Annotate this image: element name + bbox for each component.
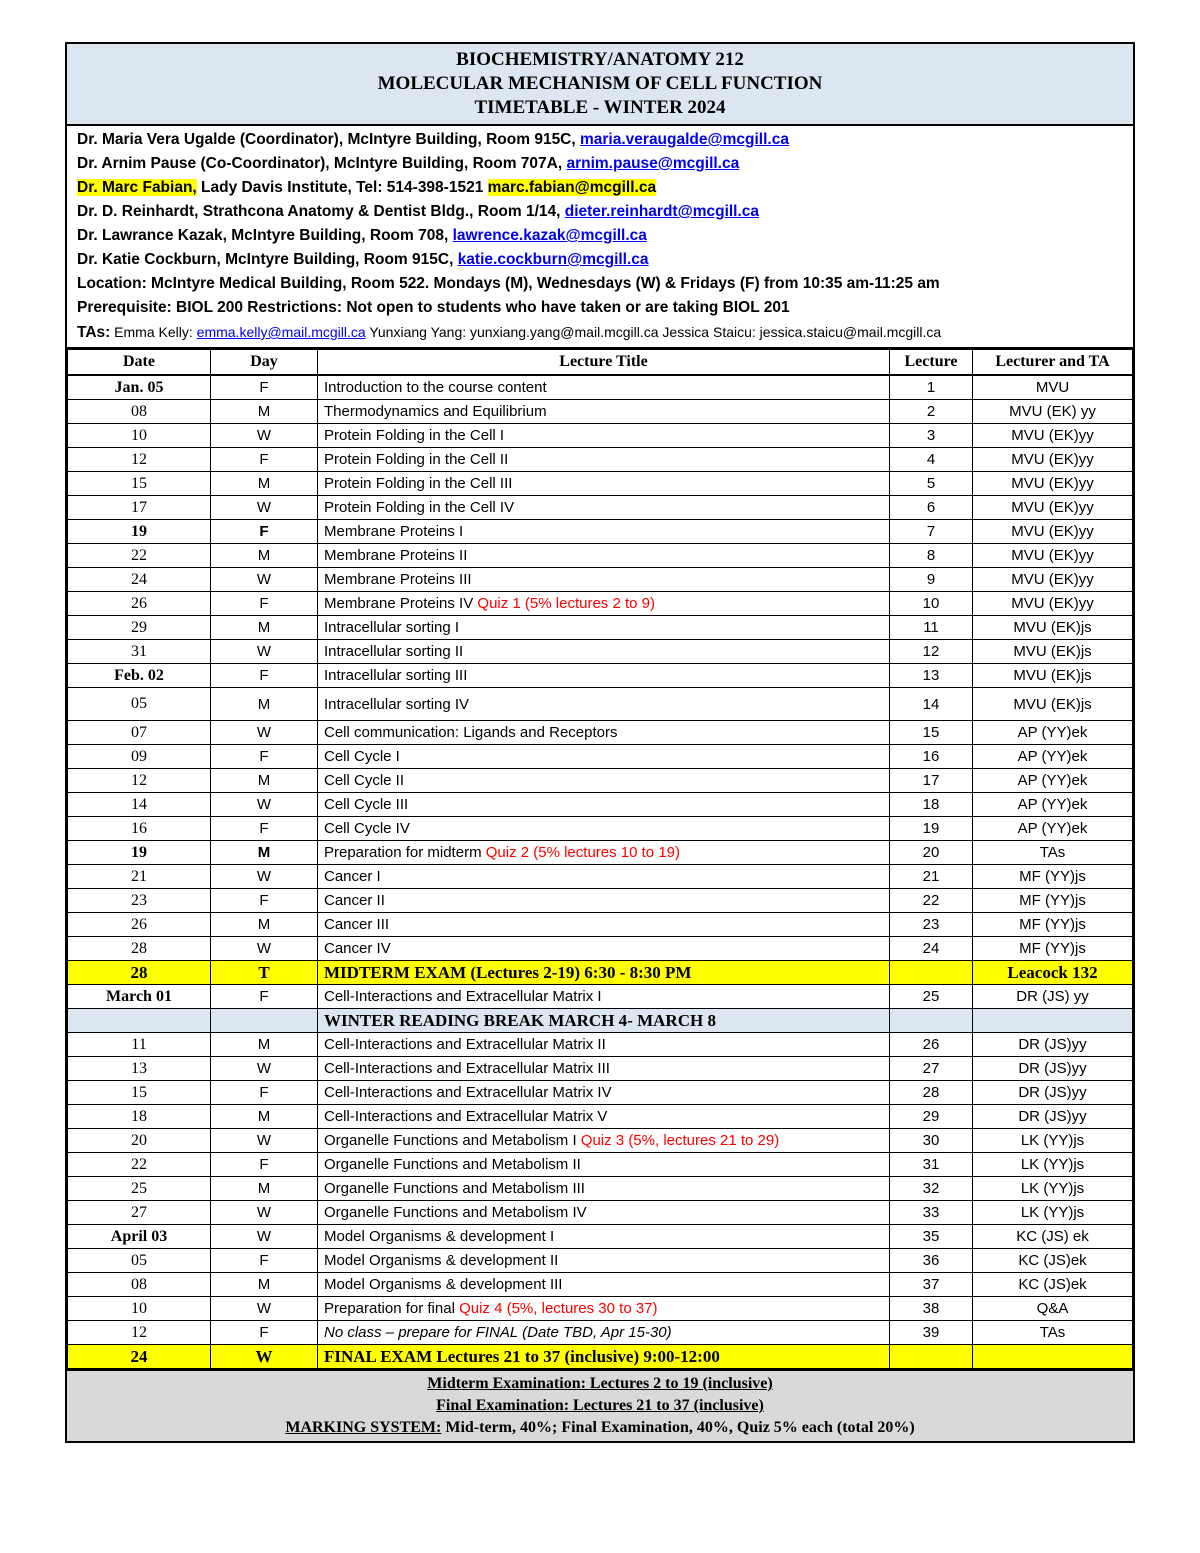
lecture-cell: 23 [890,913,973,937]
lecture-cell: 37 [890,1273,973,1297]
lecture-cell: 12 [890,640,973,664]
lecture-cell: 22 [890,889,973,913]
table-row [68,721,1133,745]
day-cell: W [211,424,318,448]
title-cell: Cancer I [318,865,890,889]
lecturer-cell: KC (JS)ek [973,1273,1133,1297]
title-cell: Protein Folding in the Cell IV [318,496,890,520]
quiz-note: Quiz 1 (5% lectures 2 to 9) [477,595,655,612]
column-header-lecture: Lecture [890,350,973,376]
title-cell: Preparation for final Quiz 4 (5%, lectures 30 to 37) [318,1297,890,1321]
date-cell: 24 [68,568,211,592]
table-row [68,400,1133,424]
date-cell: 05 [68,688,211,721]
staff-line: Dr. Arnim Pause (Co-Coordinator), McIntyre Building, Room 707A, arnim.pause@mcgill.ca [77,155,740,172]
column-header-date: Date [68,350,211,376]
date-cell: March 01 [68,985,211,1009]
date-cell: 22 [68,544,211,568]
table-row [68,1081,1133,1105]
title-cell: Cell Cycle I [318,745,890,769]
day-cell: W [211,793,318,817]
title-cell: Cell-Interactions and Extracellular Matrix II [318,1033,890,1057]
date-cell: 14 [68,793,211,817]
lecturer-cell [973,1345,1133,1369]
date-cell: 12 [68,1321,211,1345]
day-cell: F [211,1321,318,1345]
prerequisite-line: Prerequisite: BIOL 200 Restrictions: Not open to students who have taken or are taking BIOL 201 [77,299,790,316]
day-cell: F [211,448,318,472]
email-link[interactable]: katie.cockburn@mcgill.ca [457,251,649,268]
lecture-cell: 7 [890,520,973,544]
final-summary: Final Examination: Lectures 21 to 37 (inclusive) [436,1397,764,1414]
date-cell: 24 [68,1345,211,1369]
lecture-cell: 1 [890,375,973,400]
lecture-cell: 25 [890,985,973,1009]
lecturer-cell: Q&A [973,1297,1133,1321]
email-link[interactable]: maria.veraugalde@mcgill.ca [580,131,789,148]
lecturer-cell: DR (JS)yy [973,1033,1133,1057]
title-cell: Intracellular sorting II [318,640,890,664]
day-cell: M [211,1033,318,1057]
title-cell: Membrane Proteins III [318,568,890,592]
table-header-row [68,350,1133,376]
email-link[interactable]: emma.kelly@mail.mcgill.ca [196,324,366,340]
title-cell: Cell-Interactions and Extracellular Matrix III [318,1057,890,1081]
date-cell: 18 [68,1105,211,1129]
title-cell: FINAL EXAM Lectures 21 to 37 (inclusive) 9:00-12:00 [318,1345,890,1369]
quiz-note: Quiz 4 (5%, lectures 30 to 37) [459,1300,658,1317]
lecturer-cell: MVU [973,375,1133,400]
lecturer-cell: AP (YY)ek [973,793,1133,817]
title-cell: Cell-Interactions and Extracellular Matrix IV [318,1081,890,1105]
table-row [68,1105,1133,1129]
table-row [68,520,1133,544]
exam-summary [67,1369,1133,1441]
timetable-title: TIMETABLE - WINTER 2024 [474,97,726,118]
title-cell: Organelle Functions and Metabolism I Quiz 3 (5%, lectures 21 to 29) [318,1129,890,1153]
day-cell: M [211,769,318,793]
day-cell: M [211,616,318,640]
email-text: marc.fabian@mcgill.ca [487,179,657,196]
title-cell: Model Organisms & development III [318,1273,890,1297]
special-rows [68,961,1133,1033]
lecture-cell: 21 [890,865,973,889]
lecture-cell: 36 [890,1249,973,1273]
lecture-cell: 6 [890,496,973,520]
reading-break-row [68,1009,1133,1033]
lecturer-cell: TAs [973,1321,1133,1345]
lecture-cell: 39 [890,1321,973,1345]
lecturer-cell: MVU (EK)yy [973,472,1133,496]
reading-break-label: WINTER READING BREAK MARCH 4- MARCH 8 [318,1009,890,1033]
table-row [68,985,1133,1009]
lecture-cell: 15 [890,721,973,745]
title-cell: Cell communication: Ligands and Receptors [318,721,890,745]
table-row [68,1249,1133,1273]
table-row [68,1177,1133,1201]
date-cell: 28 [68,961,211,985]
lecture-cell: 3 [890,424,973,448]
midterm-summary: Midterm Examination: Lectures 2 to 19 (inclusive) [427,1375,773,1392]
course-code: BIOCHEMISTRY/ANATOMY 212 [456,49,744,70]
title-cell: Cell-Interactions and Extracellular Matrix I [318,985,890,1009]
date-cell: 12 [68,769,211,793]
title-cell: Cell Cycle III [318,793,890,817]
day-cell: W [211,937,318,961]
date-cell: 17 [68,496,211,520]
lecture-cell: 16 [890,745,973,769]
day-cell: W [211,1345,318,1369]
date-cell: 05 [68,1249,211,1273]
day-cell: M [211,841,318,865]
location-line: Location: McIntyre Medical Building, Room 522. Mondays (M), Wednesdays (W) & Fridays (F) from 10:35 am-11:25 am [77,275,940,292]
staff-line: Dr. Marc Fabian, Lady Davis Institute, Tel: 514-398-1521 marc.fabian@mcgill.ca [77,179,657,196]
day-cell: W [211,1225,318,1249]
lecturer-cell: AP (YY)ek [973,769,1133,793]
lecturer-cell: MVU (EK)yy [973,448,1133,472]
day-cell: M [211,472,318,496]
lecturer-cell: KC (JS)ek [973,1249,1133,1273]
course-name: MOLECULAR MECHANISM OF CELL FUNCTION [377,73,823,94]
lecture-cell: 10 [890,592,973,616]
lecturer-cell: MVU (EK)yy [973,568,1133,592]
lecturer-cell: MVU (EK)yy [973,544,1133,568]
date-cell: 21 [68,865,211,889]
lecture-cell [890,1345,973,1369]
lecturer-cell: MVU (EK)yy [973,520,1133,544]
lecture-cell: 38 [890,1297,973,1321]
date-cell: 28 [68,937,211,961]
final-rows [68,1345,1133,1369]
lecturer-cell: KC (JS) ek [973,1225,1133,1249]
date-cell: 10 [68,1297,211,1321]
table-row [68,496,1133,520]
table-row [68,1297,1133,1321]
lecturer-cell: DR (JS)yy [973,1057,1133,1081]
lecture-cell: 24 [890,937,973,961]
lecture-cell: 18 [890,793,973,817]
title-cell: Cell Cycle IV [318,817,890,841]
lecture-cell: 19 [890,817,973,841]
lecturer-cell: MF (YY)js [973,913,1133,937]
date-cell: 22 [68,1153,211,1177]
staff-line: Dr. Lawrance Kazak, McIntyre Building, Room 708, lawrence.kazak@mcgill.ca [77,227,647,244]
lecturer-cell: LK (YY)js [973,1201,1133,1225]
title-cell: Organelle Functions and Metabolism IV [318,1201,890,1225]
lecture-cell: 20 [890,841,973,865]
tas-line: TAs: Emma Kelly: emma.kelly@mail.mcgill.ca Yunxiang Yang: yunxiang.yang@mail.mcgill.ca Jessica Staicu: jessica.staicu@mail.mcgill.ca [77,324,942,341]
day-cell: W [211,1129,318,1153]
title-cell: Cancer IV [318,937,890,961]
date-cell: 13 [68,1057,211,1081]
date-cell: Feb. 02 [68,664,211,688]
table-row [68,544,1133,568]
table-row [68,745,1133,769]
column-header-title: Lecture Title [318,350,890,376]
lecture-cell: 33 [890,1201,973,1225]
date-cell: 15 [68,1081,211,1105]
date-cell: 20 [68,1129,211,1153]
lecturer-cell: DR (JS) yy [973,985,1133,1009]
table-row [68,448,1133,472]
title-cell: No class – prepare for FINAL (Date TBD, Apr 15-30) [318,1321,890,1345]
table-row [68,375,1133,400]
title-cell: Intracellular sorting IV [318,688,890,721]
lecture-cell: 5 [890,472,973,496]
title-cell: Intracellular sorting I [318,616,890,640]
table-row [68,616,1133,640]
date-cell: Jan. 05 [68,375,211,400]
table-row [68,1033,1133,1057]
day-cell: T [211,961,318,985]
date-cell: 26 [68,592,211,616]
title-cell: Membrane Proteins IV Quiz 1 (5% lectures 2 to 9) [318,592,890,616]
table-row [68,793,1133,817]
lecture-cell: 31 [890,1153,973,1177]
lecturer-cell: LK (YY)js [973,1153,1133,1177]
lecturer-cell: MVU (EK)yy [973,424,1133,448]
lecture-cell: 11 [890,616,973,640]
table-row [68,889,1133,913]
table-row [68,568,1133,592]
day-cell: W [211,1297,318,1321]
title-cell: Protein Folding in the Cell II [318,448,890,472]
day-cell: W [211,1201,318,1225]
email-link[interactable]: arnim.pause@mcgill.ca [566,155,740,172]
email-link[interactable]: lawrence.kazak@mcgill.ca [452,227,647,244]
title-cell: Cancer II [318,889,890,913]
lecturer-cell: MVU (EK)js [973,688,1133,721]
table-row [68,817,1133,841]
date-cell: 10 [68,424,211,448]
day-cell: W [211,1057,318,1081]
day-cell: F [211,375,318,400]
lecture-cell [890,961,973,985]
table-row [68,472,1133,496]
lecturer-cell: DR (JS)yy [973,1081,1133,1105]
lecture-cell: 35 [890,1225,973,1249]
timetable-sheet [65,42,1135,1443]
lecture-cell: 2 [890,400,973,424]
day-cell: F [211,1081,318,1105]
schedule-body-2 [68,1033,1133,1345]
title-cell: Cell-Interactions and Extracellular Matrix V [318,1105,890,1129]
title-cell: Organelle Functions and Metabolism III [318,1177,890,1201]
date-cell: 08 [68,400,211,424]
lecturer-cell: TAs [973,841,1133,865]
date-cell: 15 [68,472,211,496]
lecture-cell: 13 [890,664,973,688]
day-cell: M [211,913,318,937]
day-cell: F [211,889,318,913]
date-cell: 19 [68,841,211,865]
lecturer-cell: AP (YY)ek [973,745,1133,769]
title-cell: Intracellular sorting III [318,664,890,688]
column-header-day: Day [211,350,318,376]
title-cell: Organelle Functions and Metabolism II [318,1153,890,1177]
lecturer-cell: MVU (EK)yy [973,592,1133,616]
lecture-cell: 28 [890,1081,973,1105]
day-cell: W [211,865,318,889]
title-cell: Model Organisms & development I [318,1225,890,1249]
column-header-lecturer: Lecturer and TA [973,350,1133,376]
course-header [67,44,1133,126]
lecture-cell: 8 [890,544,973,568]
day-cell: M [211,400,318,424]
table-row [68,769,1133,793]
day-cell: W [211,721,318,745]
table-row [68,1129,1133,1153]
lecturer-cell: MF (YY)js [973,937,1133,961]
quiz-note: Quiz 2 (5% lectures 10 to 19) [485,844,680,861]
date-cell: 16 [68,817,211,841]
lecturer-cell: DR (JS)yy [973,1105,1133,1129]
lecturer-cell: MVU (EK)js [973,616,1133,640]
day-cell: F [211,1249,318,1273]
table-row [68,424,1133,448]
date-cell: 11 [68,1033,211,1057]
date-cell: 12 [68,448,211,472]
day-cell: W [211,640,318,664]
lecture-cell: 14 [890,688,973,721]
lecturer-cell: MVU (EK)js [973,640,1133,664]
lecturer-cell: AP (YY)ek [973,721,1133,745]
table-row [68,1057,1133,1081]
lecturer-cell: MF (YY)js [973,865,1133,889]
title-cell: Cell Cycle II [318,769,890,793]
table-row [68,640,1133,664]
midterm-row [68,961,1133,985]
table-row [68,664,1133,688]
lecturer-cell: Leacock 132 [973,961,1133,985]
lecture-cell: 30 [890,1129,973,1153]
lecture-cell: 27 [890,1057,973,1081]
day-cell: F [211,985,318,1009]
title-cell: Membrane Proteins I [318,520,890,544]
lecture-cell: 9 [890,568,973,592]
staff-line: Dr. D. Reinhardt, Strathcona Anatomy & Dentist Bldg., Room 1/14, dieter.reinhardt@mcgill.ca [77,203,760,220]
day-cell: F [211,664,318,688]
date-cell: 19 [68,520,211,544]
table-row [68,1225,1133,1249]
lecture-cell: 26 [890,1033,973,1057]
lecturer-cell: LK (YY)js [973,1177,1133,1201]
date-cell: 25 [68,1177,211,1201]
day-cell: W [211,496,318,520]
lecture-cell: 4 [890,448,973,472]
day-cell: M [211,1177,318,1201]
table-row [68,841,1133,865]
date-cell: 26 [68,913,211,937]
table-row [68,1273,1133,1297]
day-cell: F [211,817,318,841]
table-row [68,1321,1133,1345]
title-cell: Membrane Proteins II [318,544,890,568]
marking-system: MARKING SYSTEM: Mid-term, 40%; Final Examination, 40%, Quiz 5% each (total 20%) [285,1419,915,1436]
lecturer-cell: MF (YY)js [973,889,1133,913]
title-cell: MIDTERM EXAM (Lectures 2-19) 6:30 - 8:30 PM [318,961,890,985]
date-cell: 27 [68,1201,211,1225]
lecturer-cell: LK (YY)js [973,1129,1133,1153]
date-cell: 09 [68,745,211,769]
day-cell: M [211,1105,318,1129]
title-cell: Introduction to the course content [318,375,890,400]
day-cell: F [211,592,318,616]
date-cell: 31 [68,640,211,664]
table-row [68,1201,1133,1225]
title-cell: Protein Folding in the Cell I [318,424,890,448]
table-row [68,592,1133,616]
day-cell: M [211,688,318,721]
title-cell: Cancer III [318,913,890,937]
table-row [68,937,1133,961]
lecturer-cell: MVU (EK)yy [973,496,1133,520]
day-cell: W [211,568,318,592]
day-cell: F [211,745,318,769]
lecture-cell: 17 [890,769,973,793]
date-cell: April 03 [68,1225,211,1249]
date-cell: 08 [68,1273,211,1297]
title-cell: Preparation for midterm Quiz 2 (5% lectures 10 to 19) [318,841,890,865]
final-exam-row [68,1345,1133,1369]
date-cell: 07 [68,721,211,745]
table-row [68,688,1133,721]
schedule-body [68,375,1133,961]
date-cell: 29 [68,616,211,640]
table-row [68,913,1133,937]
date-cell: 23 [68,889,211,913]
day-cell: F [211,1153,318,1177]
title-cell: Thermodynamics and Equilibrium [318,400,890,424]
table-row [68,1153,1133,1177]
title-cell: Protein Folding in the Cell III [318,472,890,496]
staff-line: Dr. Katie Cockburn, McIntyre Building, Room 915C, katie.cockburn@mcgill.ca [77,251,649,268]
lecturer-cell: AP (YY)ek [973,817,1133,841]
lecturer-cell: MVU (EK) yy [973,400,1133,424]
staff-line: Dr. Maria Vera Ugalde (Coordinator), McIntyre Building, Room 915C, maria.veraugalde@mcgill.ca [77,131,789,148]
quiz-note: Quiz 3 (5%, lectures 21 to 29) [580,1132,780,1149]
lecturer-cell: MVU (EK)js [973,664,1133,688]
day-cell: M [211,544,318,568]
lecture-cell: 29 [890,1105,973,1129]
schedule-table [67,349,1133,1369]
staff-info [67,126,1133,349]
email-link[interactable]: dieter.reinhardt@mcgill.ca [564,203,760,220]
lecture-cell: 32 [890,1177,973,1201]
title-cell: Model Organisms & development II [318,1249,890,1273]
day-cell: M [211,1273,318,1297]
table-row [68,865,1133,889]
day-cell: F [211,520,318,544]
